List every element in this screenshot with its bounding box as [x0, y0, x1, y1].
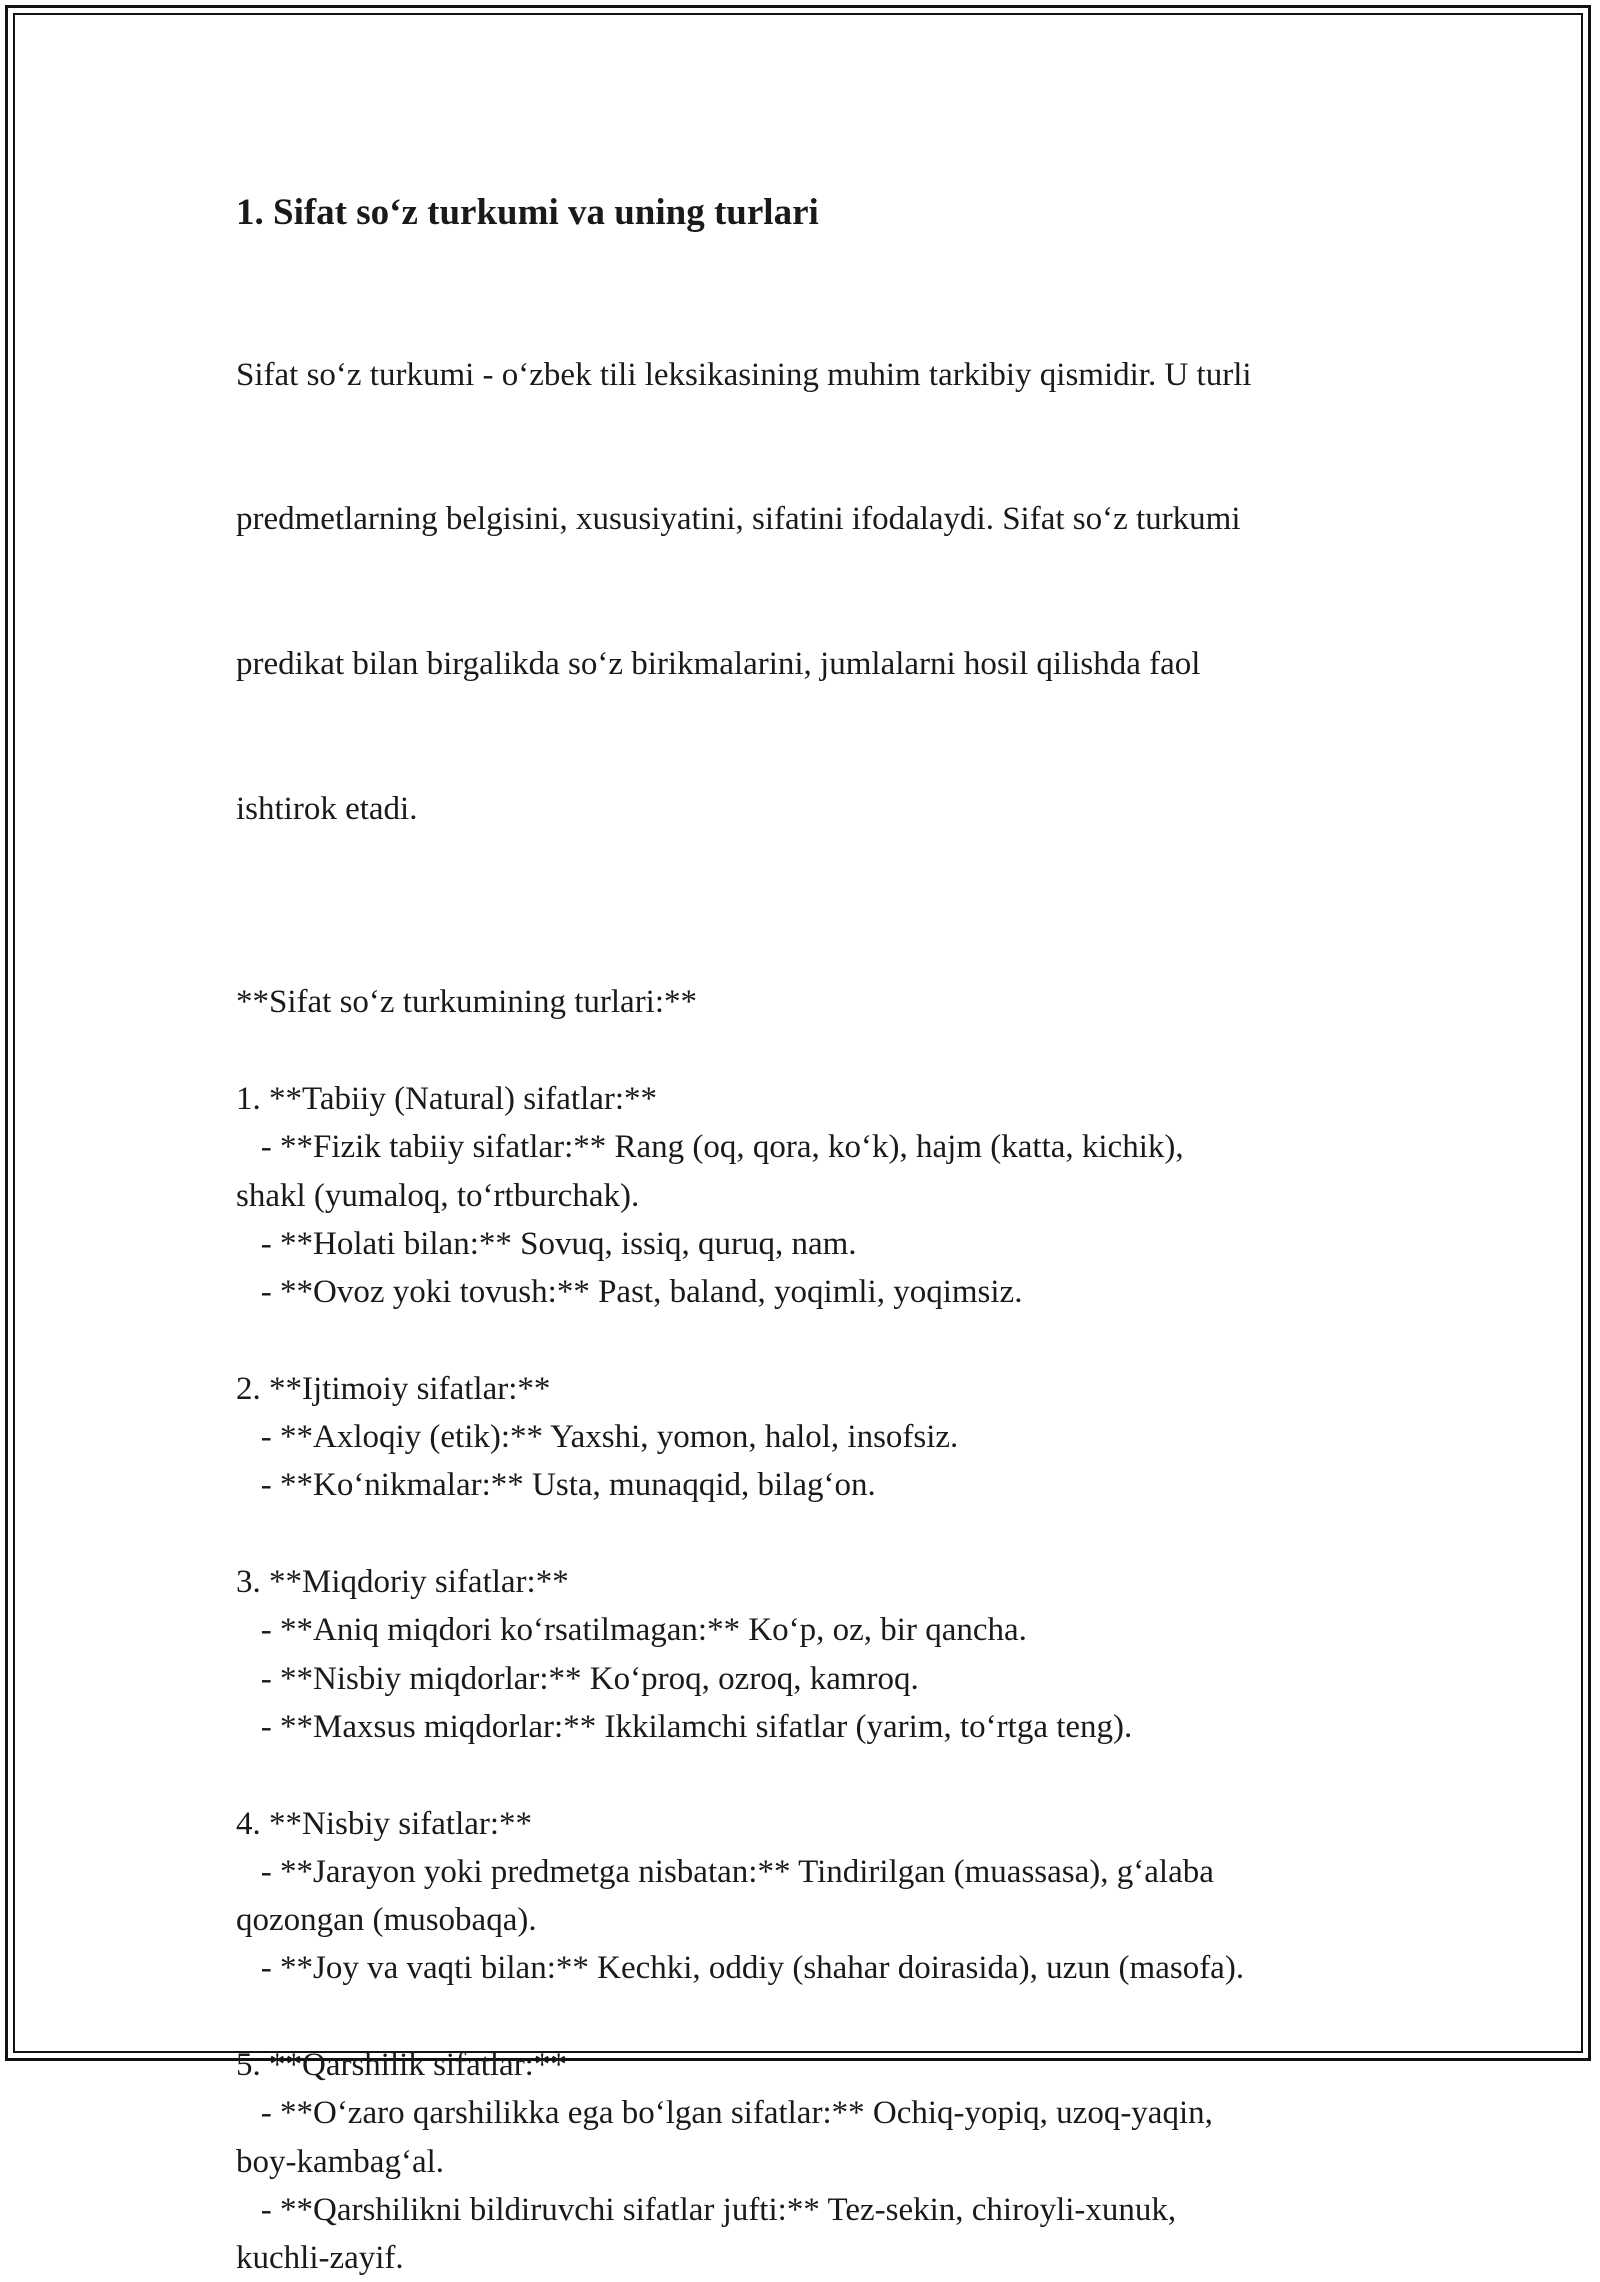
list-subitem: - **Jarayon yoki predmetga nisbatan:** Tindirilgan (muassasa), g‘alaba: [236, 1853, 1214, 1890]
section-heading: 1. Sifat so‘z turkumi va uning turlari: [236, 192, 819, 233]
list-subitem: - **Qarshilikni bildiruvchi sifatlar jufti:** Tez-sekin, chiroyli-xunuk,: [236, 2191, 1177, 2228]
types-list: [236, 930, 1386, 2282]
list-subitem: - **Axloqiy (etik):** Yaxshi, yomon, halol, insofsiz.: [236, 1419, 959, 1456]
blank-line: [236, 1510, 1386, 1558]
list-subitem-continuation: qozongan (musobaqa).: [236, 1902, 537, 1939]
list-item-heading: 1. **Tabiiy (Natural) sifatlar:**: [236, 1081, 658, 1118]
intro-line: predikat bilan birgalikda so‘z birikmalarini, jumlalarni hosil qilishda faol: [236, 646, 1201, 683]
blank-line: [236, 930, 1386, 978]
blank-line: [236, 1317, 1386, 1365]
list-subitem: - **Aniq miqdori ko‘rsatilmagan:** Ko‘p, oz, bir qancha.: [236, 1612, 1027, 1649]
list-subitem: - **Fizik tabiiy sifatlar:** Rang (oq, qora, ko‘k), hajm (katta, kichik),: [236, 1129, 1184, 1166]
intro-paragraph: [236, 254, 1386, 930]
list-item-heading: 4. **Nisbiy sifatlar:**: [236, 1805, 533, 1842]
document-body: [236, 186, 1386, 2282]
intro-line: ishtirok etadi.: [236, 791, 418, 828]
list-item-heading: 2. **Ijtimoiy sifatlar:**: [236, 1370, 551, 1407]
intro-line: Sifat so‘z turkumi - o‘zbek tili leksikasining muhim tarkibiy qismidir. U turli: [236, 356, 1252, 393]
list-subitem: - **Maxsus miqdorlar:** Ikkilamchi sifatlar (yarim, to‘rtga teng).: [236, 1708, 1133, 1745]
list-subitem: - **Joy va vaqti bilan:** Kechki, oddiy (shahar doirasida), uzun (masofa).: [236, 1950, 1245, 1987]
list-item-heading: 3. **Miqdoriy sifatlar:**: [236, 1564, 569, 1601]
list-subitem-continuation: shakl (yumaloq, to‘rtburchak).: [236, 1177, 640, 1214]
list-subitem: - **Ovoz yoki tovush:** Past, baland, yoqimli, yoqimsiz.: [236, 1274, 1023, 1311]
intro-line: predmetlarning belgisini, xususiyatini, sifatini ifodalaydi. Sifat so‘z turkumi: [236, 501, 1241, 538]
list-subitem-continuation: boy-kambag‘al.: [236, 2143, 445, 2180]
list-subitem: - **Holati bilan:** Sovuq, issiq, quruq, nam.: [236, 1225, 857, 1262]
list-subitem: - **O‘zaro qarshilikka ega bo‘lgan sifatlar:** Ochiq-yopiq, uzoq-yaqin,: [236, 2095, 1213, 2132]
list-title: **Sifat so‘z turkumining turlari:**: [236, 984, 698, 1021]
list-subitem: - **Nisbiy miqdorlar:** Ko‘proq, ozroq, kamroq.: [236, 1660, 919, 1697]
blank-line: [236, 1751, 1386, 1799]
list-item-heading: 5. **Qarshilik sifatlar:**: [236, 2046, 567, 2083]
list-subitem: - **Ko‘nikmalar:** Usta, munaqqid, bilag‘on.: [236, 1467, 876, 1504]
list-subitem-continuation: kuchli-zayif.: [236, 2240, 404, 2277]
blank-line: [236, 1993, 1386, 2041]
blank-line: [236, 1027, 1386, 1075]
